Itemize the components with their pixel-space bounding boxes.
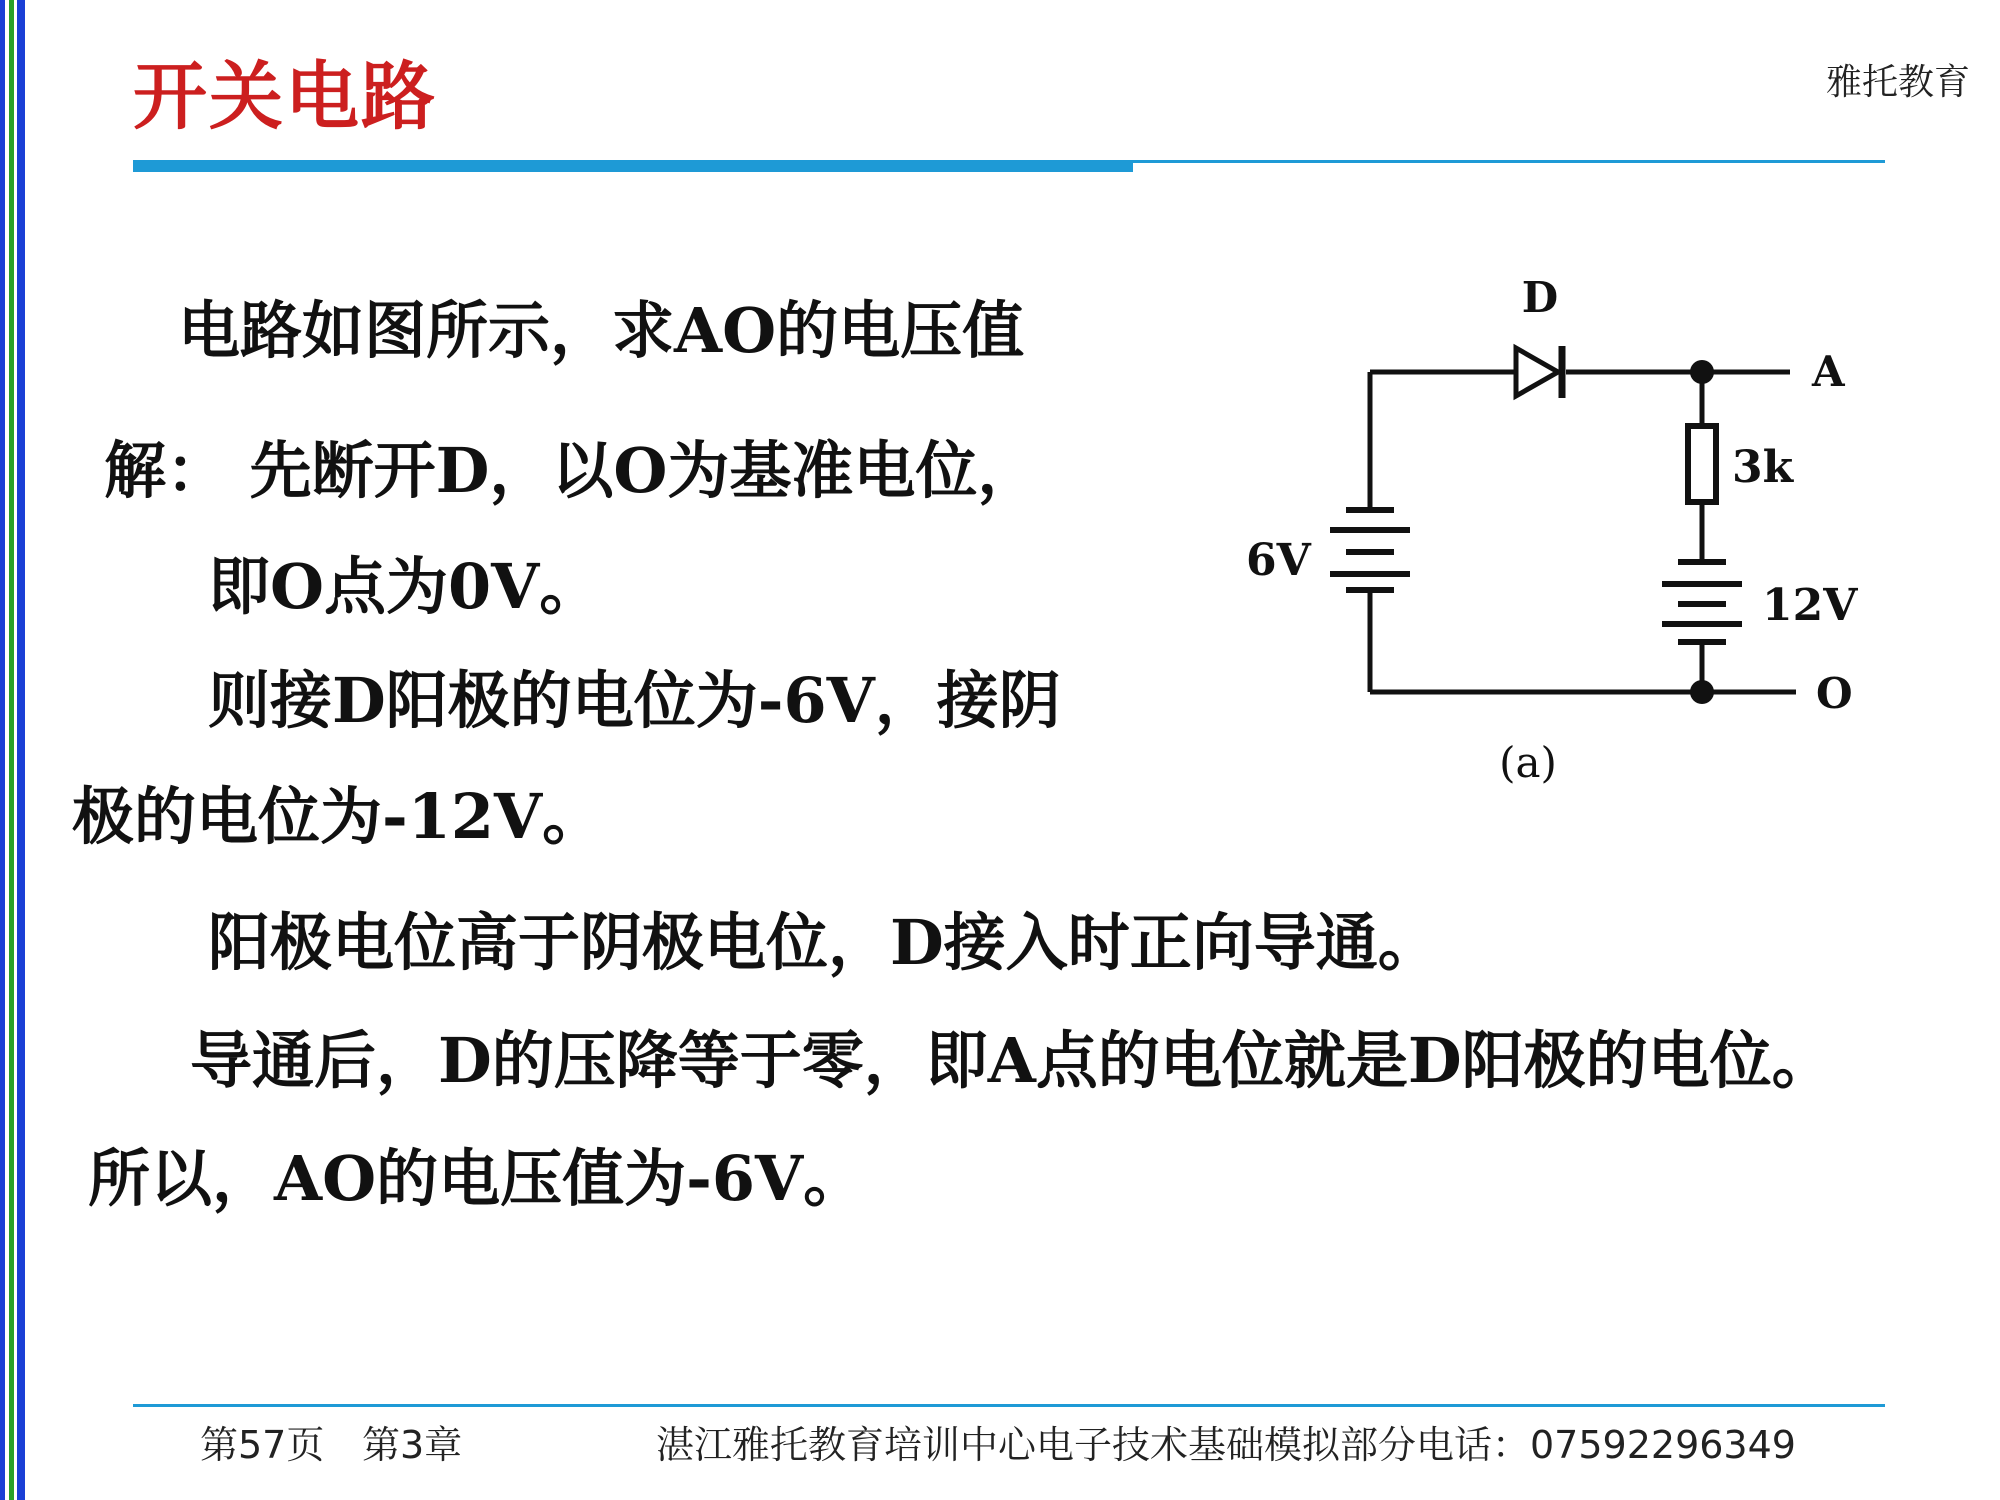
solution-line-4: 极的电位为-12V。 [72,780,605,853]
conclusion-line: 所以，AO的电压值为-6V。 [88,1142,866,1215]
resistor-symbol [1688,426,1716,502]
solution-line-5: 阳极电位高于阴极电位，D接入时正向导通。 [208,906,1440,979]
solution-line-3: 则接D阳极的电位为-6V，接阴 [208,664,1061,737]
solution-line-2: 即O点为0V。 [208,550,602,623]
problem-statement: 电路如图所示，求AO的电压值 [178,294,1025,367]
figure-caption: (a) [1499,738,1557,787]
diode-symbol [1516,346,1562,398]
footer-rule [133,1404,1885,1407]
source-6v-label: 6V [1246,535,1311,586]
battery-12v-symbol [1662,562,1742,642]
node-o-label: O [1816,669,1853,718]
node-a-dot [1690,360,1714,384]
solution-line-1: 解： 先断开D，以O为基准电位， [104,434,1040,507]
footer-chapter: 第3章 [362,1423,463,1467]
solution-line-6: 导通后，D的压降等于零，即A点的电位就是D阳极的电位。 [190,1024,1834,1097]
source-12v-label: 12V [1762,580,1858,631]
node-a-label: A [1812,347,1845,396]
slide-title: 开关电路 [133,54,437,140]
node-o-dot [1690,680,1714,704]
diode-label: D [1521,273,1559,322]
footer-contact: 湛江雅托教育培训中心电子技术基础模拟部分电话：07592296349 [656,1423,1796,1467]
brand-name: 雅托教育 [1825,62,1970,103]
battery-6v-symbol [1330,510,1410,590]
footer-page-number: 第57页 [200,1423,325,1467]
resistor-label: 3k [1732,442,1794,493]
